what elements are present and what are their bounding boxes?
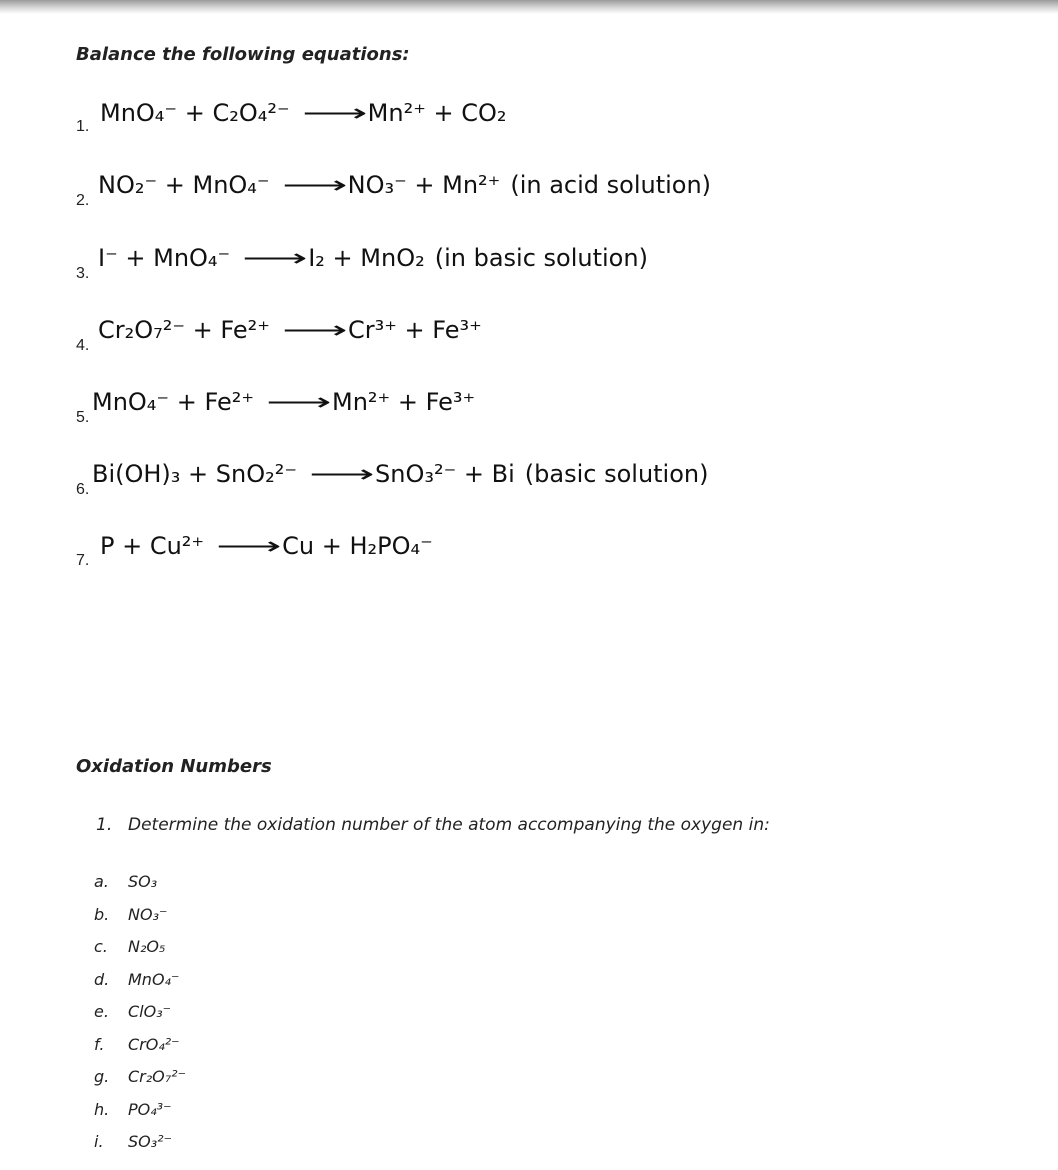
equation-1-left: MnO₄⁻ + C₂O₄²⁻ bbox=[100, 99, 290, 127]
reaction-arrow-icon: ⟶ bbox=[309, 460, 375, 488]
equation-3-number: 3. bbox=[76, 265, 90, 282]
equation-4 bbox=[98, 316, 492, 344]
equation-2 bbox=[98, 171, 711, 199]
oxidation-list bbox=[94, 872, 186, 1165]
list-item-formula: CrO₄²⁻ bbox=[128, 1034, 180, 1054]
list-item-formula: N₂O₅ bbox=[128, 937, 166, 956]
list-item-letter: h. bbox=[94, 1099, 110, 1119]
top-shadow-bar bbox=[0, 0, 1058, 14]
list-item-letter: b. bbox=[94, 904, 110, 924]
equation-5 bbox=[92, 388, 485, 416]
reaction-arrow-icon: ⟶ bbox=[281, 171, 347, 199]
equation-7-right: Cu + H₂PO₄⁻ bbox=[282, 532, 433, 560]
list-item bbox=[94, 1067, 186, 1100]
equation-7-left: P + Cu²⁺ bbox=[100, 532, 205, 560]
list-item bbox=[94, 1132, 186, 1165]
list-item-formula: MnO₄⁻ bbox=[128, 969, 180, 989]
equation-7 bbox=[100, 532, 443, 560]
reaction-arrow-icon: ⟶ bbox=[266, 388, 332, 416]
equation-1 bbox=[100, 99, 517, 127]
list-item bbox=[94, 1002, 186, 1035]
equation-3-note: (in basic solution) bbox=[434, 244, 648, 272]
equation-2-right: NO₃⁻ + Mn²⁺ bbox=[347, 171, 501, 199]
equation-6 bbox=[92, 460, 708, 488]
equation-2-left: NO₂⁻ + MnO₄⁻ bbox=[98, 171, 270, 199]
reaction-arrow-icon: ⟶ bbox=[281, 316, 348, 344]
list-item-formula: ClO₃⁻ bbox=[128, 1002, 172, 1021]
reaction-arrow-icon: ⟶ bbox=[242, 244, 308, 272]
reaction-arrow-icon: ⟶ bbox=[216, 532, 282, 560]
equation-7-number: 7. bbox=[76, 552, 90, 569]
list-item-formula: NO₃⁻ bbox=[128, 904, 168, 924]
list-item-formula: SO₃ bbox=[128, 872, 158, 891]
equation-5-number: 5. bbox=[76, 409, 90, 426]
list-item-letter: d. bbox=[94, 969, 110, 989]
oxidation-heading: Oxidation Numbers bbox=[76, 756, 272, 777]
equation-6-right: SnO₃²⁻ + Bi bbox=[375, 460, 515, 488]
equation-1-number: 1. bbox=[76, 118, 90, 135]
list-item bbox=[94, 905, 186, 938]
list-item bbox=[94, 970, 186, 1003]
equation-6-note: (basic solution) bbox=[524, 460, 709, 488]
equation-3-right: I₂ + MnO₂ bbox=[308, 244, 425, 272]
list-item bbox=[94, 1035, 186, 1068]
oxidation-question bbox=[96, 815, 770, 835]
equation-5-left: MnO₄⁻ + Fe²⁺ bbox=[92, 388, 255, 416]
list-item bbox=[94, 1100, 186, 1133]
equation-3 bbox=[98, 244, 648, 272]
list-item-letter: a. bbox=[94, 872, 109, 891]
reaction-arrow-icon: ⟶ bbox=[301, 99, 368, 127]
list-item-letter: g. bbox=[94, 1067, 110, 1086]
oxidation-question-number: 1. bbox=[96, 815, 113, 835]
oxidation-question-text: Determine the oxidation number of the atom accompanying the oxygen in: bbox=[128, 815, 770, 835]
equation-2-note: (in acid solution) bbox=[510, 171, 712, 199]
list-item bbox=[94, 937, 186, 970]
equation-4-number: 4. bbox=[76, 337, 90, 354]
equation-4-right: Cr³⁺ + Fe³⁺ bbox=[347, 316, 482, 344]
equation-4-left: Cr₂O₇²⁻ + Fe²⁺ bbox=[98, 316, 270, 344]
list-item-letter: c. bbox=[94, 937, 108, 956]
equation-6-left: Bi(OH)₃ + SnO₂²⁻ bbox=[92, 460, 298, 488]
balance-heading: Balance the following equations: bbox=[76, 44, 410, 65]
list-item-formula: Cr₂O₇²⁻ bbox=[128, 1067, 187, 1086]
list-item-letter: f. bbox=[94, 1034, 105, 1054]
list-item-letter: e. bbox=[94, 1002, 109, 1021]
equation-2-number: 2. bbox=[76, 192, 90, 209]
equation-5-right: Mn²⁺ + Fe³⁺ bbox=[332, 388, 476, 416]
equation-6-number: 6. bbox=[76, 481, 90, 498]
list-item-formula: SO₃²⁻ bbox=[128, 1132, 173, 1151]
equation-3-left: I⁻ + MnO₄⁻ bbox=[98, 244, 231, 272]
list-item-letter: i. bbox=[94, 1132, 104, 1151]
list-item bbox=[94, 872, 186, 905]
equation-1-right: Mn²⁺ + CO₂ bbox=[367, 99, 507, 127]
list-item-formula: PO₄³⁻ bbox=[128, 1099, 172, 1119]
